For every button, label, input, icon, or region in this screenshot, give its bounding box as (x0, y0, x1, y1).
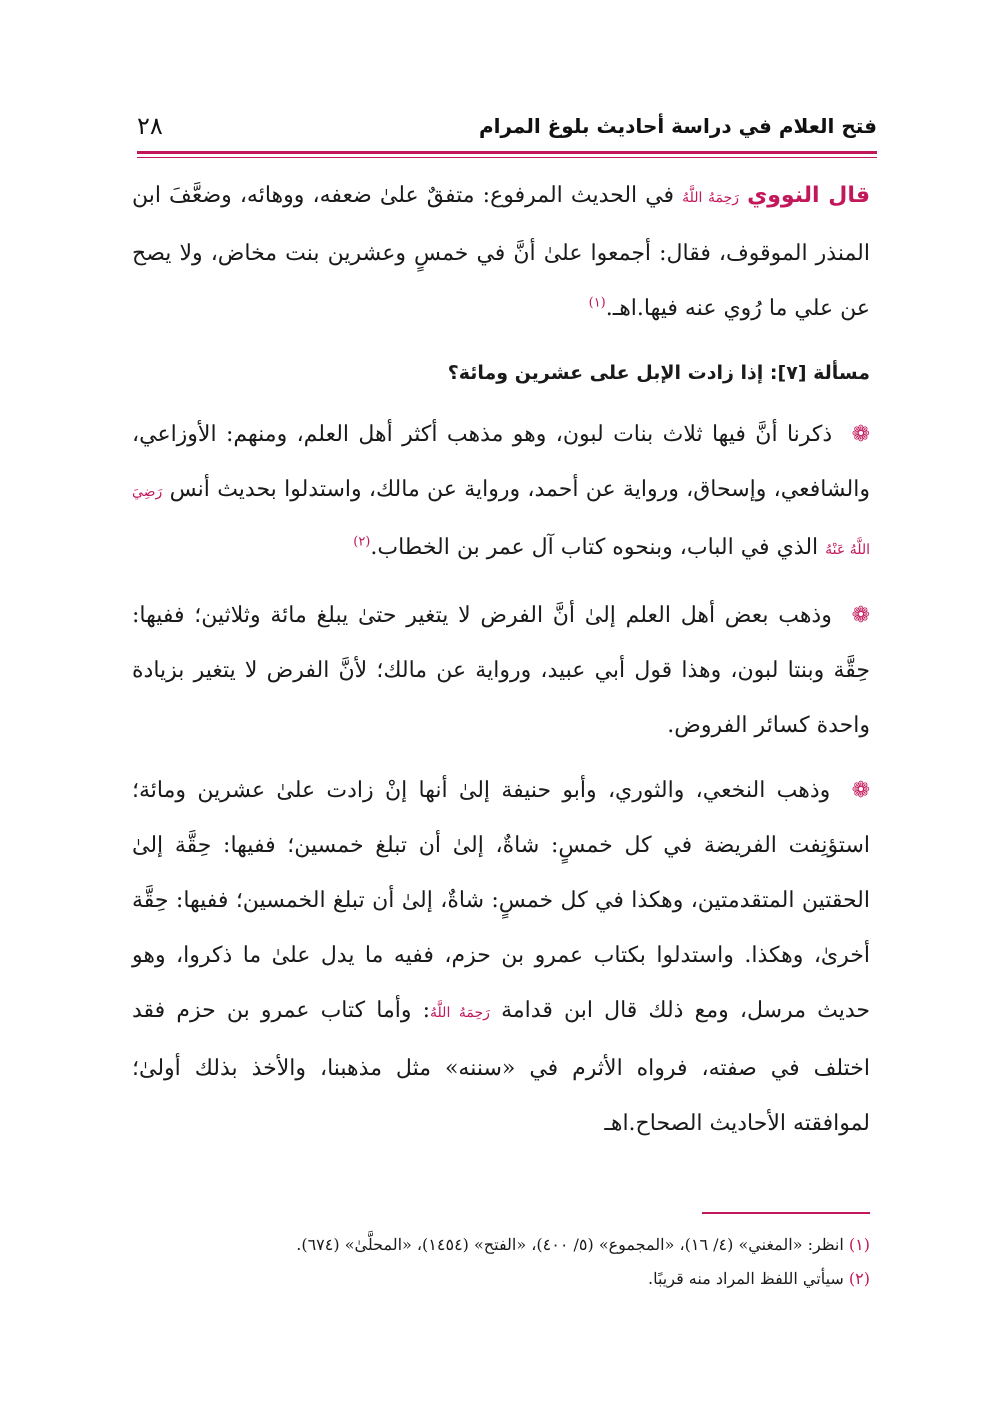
footnote-text: سيأتي اللفظ المراد منه قريبًا. (648, 1269, 844, 1288)
running-header (137, 112, 877, 148)
flower-ornament-icon: ❁ (851, 422, 870, 447)
flower-ornament-icon: ❁ (851, 603, 870, 628)
paragraph-opinion-3 (132, 763, 870, 1151)
speaker-name: قال النووي (747, 183, 870, 208)
paragraph-text: وذهب بعض أهل العلم إلىٰ أنَّ الفرض لا يتغير حتىٰ يبلغ مائة وثلاثين؛ ففيها: حِقَّة وبنتا لبون، وهذا قول أبي عبيد، ورواية عن مالك؛ لأنَّ الفرض لا يتغير بزيادة واحدة كسائر الفروض. (132, 603, 870, 738)
paragraph-text: : وأما كتاب عمرو بن حزم فقد اختلف في صفته، فرواه الأثرم في «سننه» مثل مذهبنا، والأخذ بذلك أولىٰ؛ لموافقته الأحاديث الصحاح.اهـ (132, 998, 870, 1136)
footnote-text: انظر: «المغني» (٤/ ١٦)، «المجموع» (٥/ ٤٠٠)، «الفتح» (١٤٥٤)، «المحلَّىٰ» (٦٧٤). (296, 1235, 844, 1254)
honorific: رَضِيَ اللَّهُ عَنْهُ (132, 484, 870, 558)
header-rule-thin (137, 157, 877, 158)
flower-ornament-icon: ❁ (851, 778, 870, 803)
paragraph-text: وذهب النخعي، والثوري، وأبو حنيفة إلىٰ أنها إنْ زادت علىٰ عشرين ومائة؛ استؤنِفت الفريضة في كل خمسٍ: شاةٌ، إلىٰ أن تبلغ خمسين؛ ففيها: حِقَّة إلىٰ الحقتين المتقدمتين، وهكذا في كل خمسٍ: شاةٌ، إلىٰ أن تبلغ الخمسين؛ ففيها: حِقَّة أخرىٰ، وهكذا. واستدلوا بكتاب عمرو بن حزم، ففيه ما يدل علىٰ ما ذكروا، وهو حديث مرسل، ومع ذلك قال ابن قدامة (132, 778, 870, 1023)
book-title: فتح العلام في دراسة أحاديث بلوغ المرام (478, 114, 877, 138)
footnote-ref-2[interactable]: (٢) (353, 534, 371, 550)
paragraph-opinion-1 (132, 407, 870, 578)
footnote-1 (132, 1228, 870, 1262)
honorific: رَحِمَهُ اللَّهُ (682, 190, 739, 206)
main-text (132, 168, 870, 1151)
footnote-2 (132, 1262, 870, 1296)
footnote-ref-1[interactable]: (١) (588, 295, 606, 311)
question-heading: مسألة [٧]: إذا زادت الإبل على عشرين ومائة؟ (447, 362, 870, 384)
honorific: رَحِمَهُ اللَّهُ (430, 1005, 490, 1021)
footnote-separator (702, 1212, 870, 1214)
paragraph-nawawi (132, 168, 870, 336)
footnote-number: (٢) (848, 1269, 870, 1288)
footnotes (132, 1228, 870, 1296)
paragraph-opinion-2 (132, 588, 870, 753)
paragraph-text: في الحديث المرفوع: متفقٌ علىٰ ضعفه، ووهائه، وضعَّفَ ابن المنذر الموقوف، فقال: أجمعوا علىٰ أنَّ في خمسٍ وعشرين بنت مخاض، ولا يصح عن علي ما رُوي عنه فيها.اهـ. (132, 183, 870, 321)
paragraph-text: ذكرنا أنَّ فيها ثلاث بنات لبون، وهو مذهب أكثر أهل العلم، ومنهم: الأوزاعي، والشافعي، وإسحاق، ورواية عن أحمد، ورواية عن مالك، واستدلوا بحديث أنس (132, 422, 870, 502)
paragraph-text: الذي في الباب، وبنحوه كتاب آل عمر بن الخطاب. (370, 535, 819, 560)
footnote-number: (١) (848, 1235, 870, 1254)
header-rule-thick (137, 151, 877, 154)
page-number: ٢٨ (137, 112, 163, 140)
